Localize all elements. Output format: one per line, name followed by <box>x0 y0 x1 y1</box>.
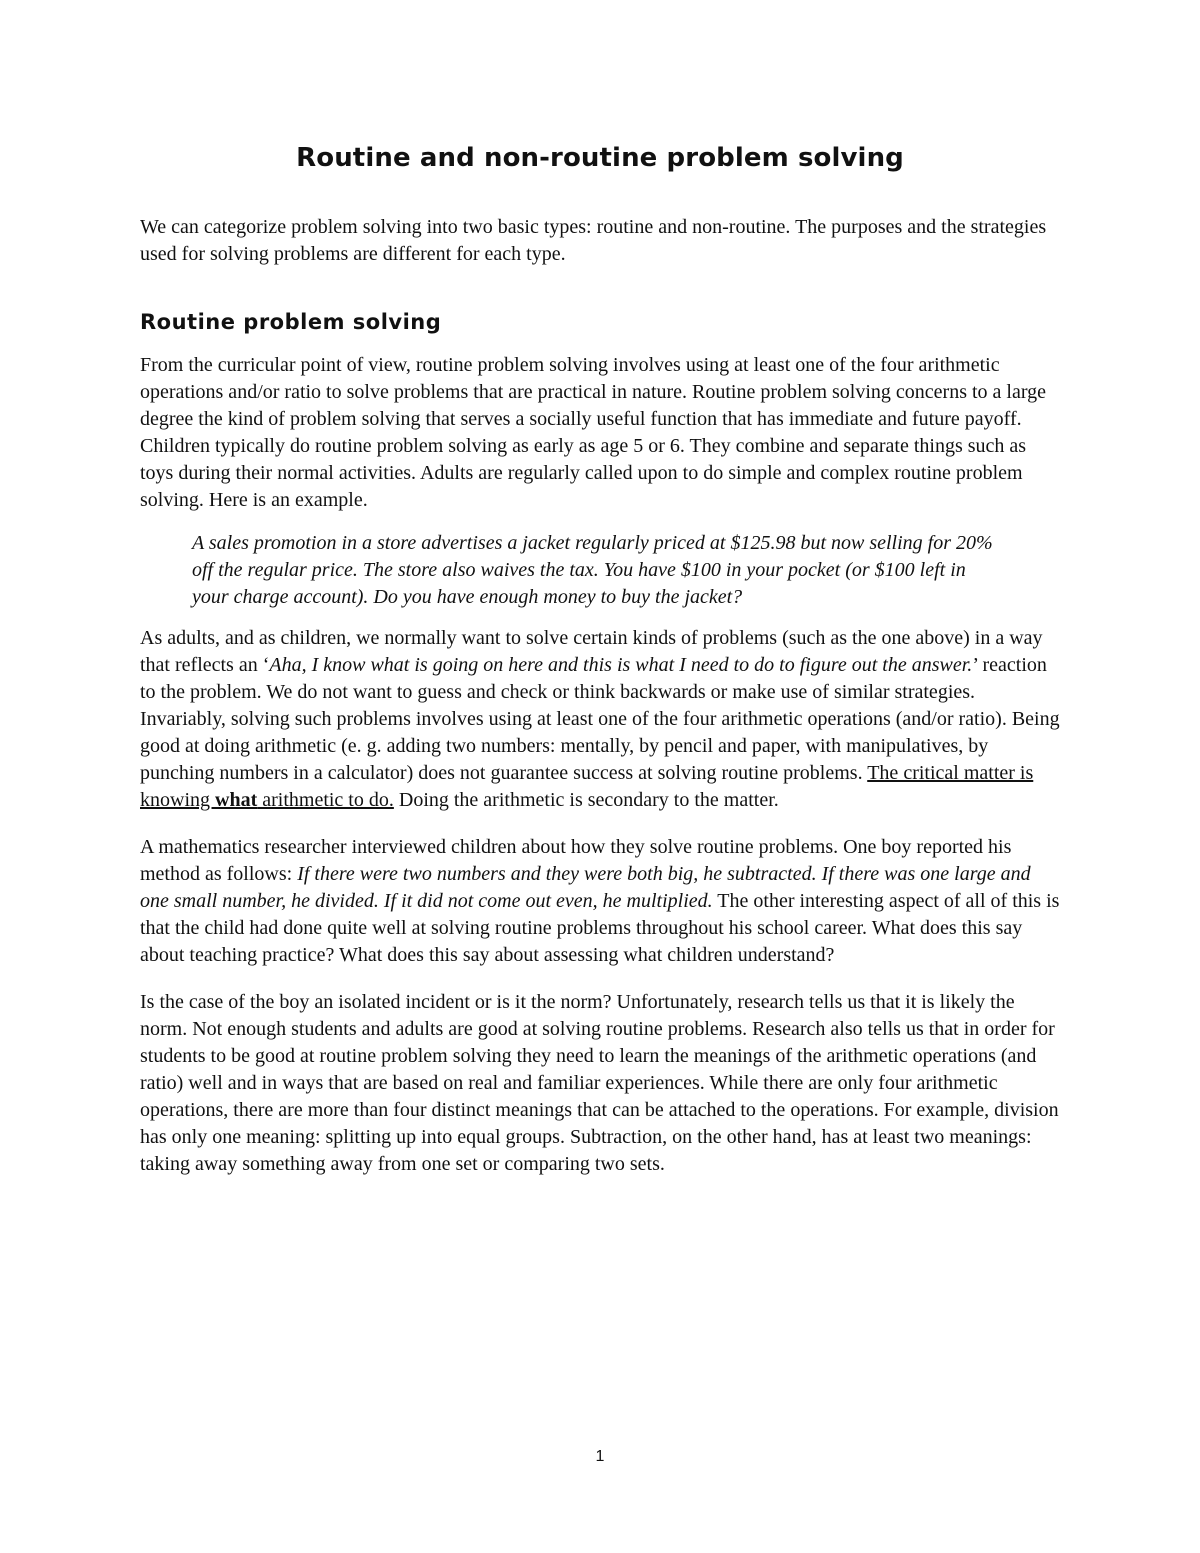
example-quote: A sales promotion in a store advertises a jacket regularly priced at $125.98 but now selling for 20% off the regular price. The store also waives the tax. You have $100 in your pocket (or $100 left in your charge account). Do you have enough money to buy the jacket? <box>192 532 993 608</box>
page-title: Routine and non-routine problem solving <box>296 143 904 173</box>
p3-italic-method: If there were two numbers and they were both big, he subtracted. If there was one large and one small number, he divided. If it did not come out even, he multiplied. <box>140 863 1031 912</box>
body-paragraph-3 <box>140 834 1060 969</box>
p2-italic-aha: Aha, I know what is going on here and this is what I need to do to figure out the answer. <box>269 654 973 676</box>
p2-text-g: Doing the arithmetic is secondary to the matter. <box>393 789 779 811</box>
document-body <box>140 214 1060 1178</box>
p2-bold-what: what <box>215 789 258 811</box>
p3-text-c: The other interesting aspect of all of this is that the child had done quite well at solving routine problems throughout his school career. What does this say about teaching practice? What does this say about assessing what children understand? <box>140 890 1060 966</box>
p2-text-a: As adults, and as children, we normally want to solve certain kinds of problems (such as the one above) in a way that reflects an ‘ <box>140 627 1043 676</box>
section-heading: Routine problem solving <box>140 310 442 334</box>
p2-underlined-d: The critical matter is knowing <box>140 762 1034 811</box>
page-number: 1 <box>595 1448 605 1465</box>
p3-text-a: A mathematics researcher interviewed children about how they solve routine problems. One boy reported his method as follows: <box>140 836 1012 885</box>
intro-paragraph: We can categorize problem solving into two basic types: routine and non-routine. The purposes and the strategies used for solving problems are different for each type. <box>140 216 1047 265</box>
body-paragraph-2 <box>140 625 1060 814</box>
body-paragraph-4: Is the case of the boy an isolated incident or is it the norm? Unfortunately, research tells us that it is likely the norm. Not enough students and adults are good at solving routine problems. Research also tells us that in order for students to be good at routine problem solving they need to learn the meanings of the arithmetic operations (and ratio) well and in ways that are based on real and familiar experiences. While there are only four arithmetic operations, there are more than four distinct meanings that can be attached to the operations. For example, division has only one meaning: splitting up into equal groups. Subtraction, on the other hand, has at least two meanings: taking away something away from one set or comparing two sets. <box>140 991 1059 1175</box>
body-paragraph-1: From the curricular point of view, routine problem solving involves using at least one of the four arithmetic operations and/or ratio to solve problems that are practical in nature. Routine problem solving concerns to a large degree the kind of problem solving that serves a socially useful function that has immediate and future payoff. Children typically do routine problem solving as early as age 5 or 6. They combine and separate things such as toys during their normal activities. Adults are regularly called upon to do simple and complex routine problem solving. Here is an example. <box>140 354 1047 511</box>
p2-text-c: ’ reaction to the problem. We do not want to guess and check or think backwards or make use of similar strategies. Invariably, solving such problems involves using at least one of the four arithmetic operations (and/or ratio). Being good at doing arithmetic (e. g. adding two numbers: mentally, by pencil and paper, with manipulatives, by punching numbers in a calculator) does not guarantee success at solving routine problems. <box>140 654 1060 784</box>
p2-underlined-f: arithmetic to do. <box>257 789 394 811</box>
